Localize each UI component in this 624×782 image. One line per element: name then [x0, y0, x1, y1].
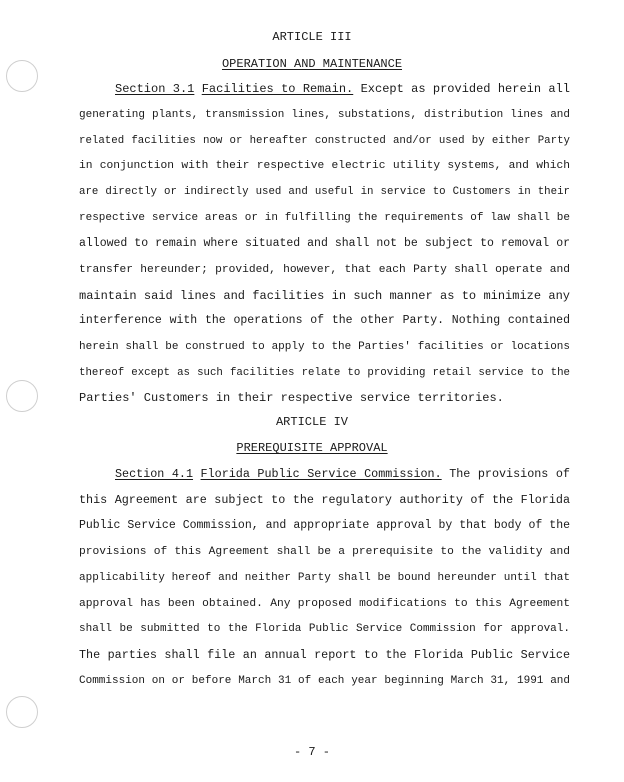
paragraph-line: shall be submitted to the Florida Public Service Commission for approval. [79, 623, 570, 635]
paragraph-line: Parties' Customers in their respective service territories. [79, 391, 504, 405]
paragraph-line: thereof except as such facilities relate to providing retail service to the [79, 367, 570, 379]
paragraph-line: related facilities now or hereafter constructed and/or used by either Party [79, 135, 570, 147]
paragraph-line: herein shall be construed to apply to the Parties' facilities or locations [79, 341, 570, 353]
section-first-line [115, 82, 570, 96]
paragraph-line: approval has been obtained. Any proposed modifications to this Agreement [79, 598, 570, 610]
paragraph-line: maintain said lines and facilities in such manner as to minimize any [79, 289, 570, 303]
section-title: Facilities to Remain. [201, 82, 354, 96]
punch-hole [6, 696, 38, 728]
article-title: ARTICLE IV [275, 415, 348, 429]
page-number: - 7 - [293, 745, 330, 759]
paragraph-line: applicability hereof and neither Party shall be bound hereunder until that [79, 572, 570, 584]
paragraph-line: allowed to remain where situated and shall not be subject to removal or [79, 237, 570, 250]
paragraph-line: provisions of this Agreement shall be a prerequisite to the validity and [79, 546, 570, 558]
paragraph-line: are directly or indirectly used and useful in service to Customers in their [79, 186, 570, 198]
paragraph-line: interference with the operations of the other Party. Nothing contained [79, 314, 570, 327]
section-number: Section 3.1 [115, 82, 195, 96]
paragraph-line: Commission on or before March 31 of each year beginning March 31, 1991 and [79, 675, 570, 687]
section-title: Florida Public Service Commission. [200, 467, 442, 481]
section-text: The provisions of [449, 467, 570, 481]
section-first-line [115, 467, 570, 481]
article-title: ARTICLE III [272, 30, 352, 44]
paragraph-line: in conjunction with their respective electric utility systems, and which [79, 160, 570, 172]
paragraph-line: respective service areas or in fulfilling the requirements of law shall be [79, 212, 570, 224]
section-text: Except as provided herein all [360, 82, 571, 96]
punch-hole [6, 380, 38, 412]
article-subtitle: PREREQUISITE APPROVAL [236, 441, 388, 455]
paragraph-line: Public Service Commission, and appropriate approval by that body of the [79, 519, 570, 532]
paragraph-line: transfer hereunder; provided, however, that each Party shall operate and [79, 264, 570, 276]
paragraph-line: this Agreement are subject to the regulatory authority of the Florida [79, 493, 570, 507]
paragraph-line: The parties shall file an annual report to the Florida Public Service [79, 648, 570, 662]
article-subtitle: OPERATION AND MAINTENANCE [221, 57, 403, 71]
paragraph-line: generating plants, transmission lines, substations, distribution lines and [79, 109, 570, 121]
section-number: Section 4.1 [115, 467, 194, 481]
